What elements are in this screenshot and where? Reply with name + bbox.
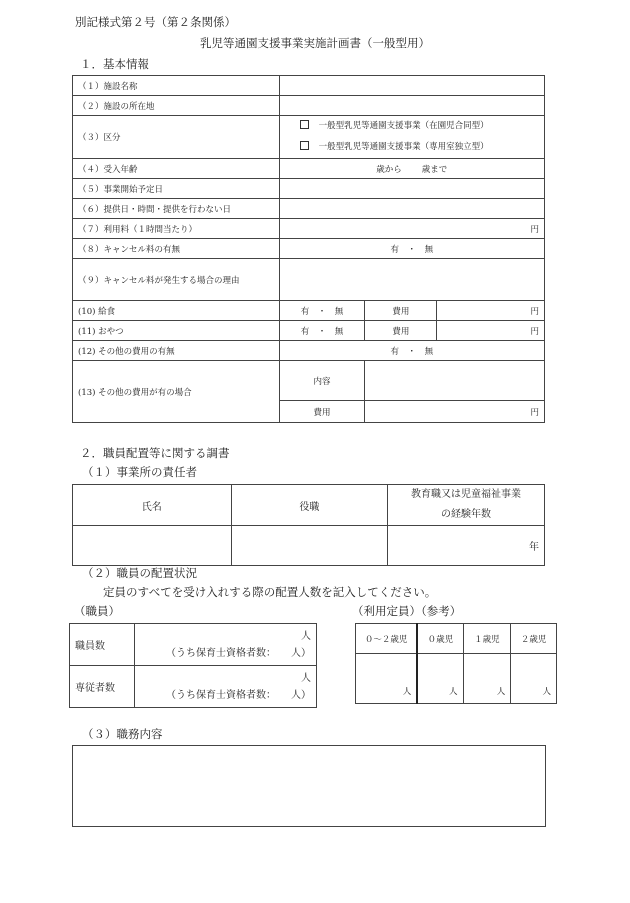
responsible-person-heading: （１）事業所の責任者	[82, 465, 197, 479]
placement-instruction: 定員のすべてを受け入れする際の配置人数を記入してください。	[103, 585, 437, 599]
field-duties[interactable]	[72, 745, 546, 827]
row-cancel-reason	[73, 259, 545, 301]
option-dedicated-room-type[interactable]: 一般型乳児等通園支援事業（専用室独立型）	[300, 137, 539, 158]
row-other-fees	[73, 341, 545, 361]
row-meals	[73, 301, 545, 321]
staff-label: （職員）	[74, 604, 120, 618]
label-service-days: （６）提供日・時間・提供を行わない日	[73, 199, 280, 219]
label-hourly-fee: （７）利用料（１時間当たり）	[73, 219, 280, 239]
label-age: （４）受入年齢	[73, 159, 280, 179]
header-age-0: ０歳児	[417, 624, 463, 654]
header-position: 役職	[231, 485, 388, 526]
label-other-fees: (12) その他の費用の有無	[73, 341, 280, 361]
section1-heading: １．基本情報	[80, 57, 149, 71]
label-meals: (10) 給食	[73, 301, 280, 321]
section2-heading: ２．職員配置等に関する調書	[80, 446, 230, 460]
label-full-time-count: 専従者数	[70, 666, 135, 708]
staff-placement-heading: （２）職員の配置状況	[82, 566, 197, 580]
page-title: 乳児等通園支援事業実施計画書（一般型用）	[200, 36, 430, 50]
label-other-fee-amount: 費用	[279, 401, 365, 423]
header-age-2: ２歳児	[511, 624, 557, 654]
field-other-fee-amount[interactable]: 円	[365, 401, 545, 423]
field-name[interactable]	[73, 526, 232, 566]
field-capacity-1[interactable]: 人	[463, 654, 511, 704]
row-hourly-fee	[73, 219, 545, 239]
label-meals-fee: 費用	[365, 301, 437, 321]
label-other-fee-detail: (13) その他の費用が有の場合	[73, 361, 280, 423]
responsible-person-table	[72, 484, 545, 566]
capacity-table	[355, 623, 557, 704]
row-service-days	[73, 199, 545, 219]
field-cancel-fee[interactable]: 有 ・ 無	[279, 239, 544, 259]
row-category	[73, 116, 545, 159]
label-snacks: (11) おやつ	[73, 321, 280, 341]
field-meals-fee[interactable]: 円	[437, 301, 545, 321]
field-facility-address[interactable]	[279, 96, 544, 116]
row-start-date	[73, 179, 545, 199]
row-facility-address	[73, 96, 545, 116]
field-hourly-fee[interactable]: 円	[279, 219, 544, 239]
header-experience-years: 教育職又は児童福祉事業 の経験年数	[388, 485, 545, 526]
label-cancel-fee: （８）キャンセル料の有無	[73, 239, 280, 259]
label-cancel-reason: （９）キャンセル料が発生する場合の理由	[73, 259, 280, 301]
checkbox-icon[interactable]	[300, 120, 309, 129]
label-staff-count: 職員数	[70, 624, 135, 666]
field-cancel-reason[interactable]	[279, 259, 544, 301]
field-capacity-0[interactable]: 人	[417, 654, 463, 704]
field-capacity-2[interactable]: 人	[511, 654, 557, 704]
label-content: 内容	[279, 361, 365, 401]
label-snacks-fee: 費用	[365, 321, 437, 341]
field-service-days[interactable]	[279, 199, 544, 219]
capacity-label: （利用定員）（参考）	[352, 604, 462, 618]
label-facility-address: （２）施設の所在地	[73, 96, 280, 116]
field-experience-years[interactable]: 年	[388, 526, 545, 566]
row-age	[73, 159, 545, 179]
field-staff-count[interactable]: 人 （うち保育士資格者数： 人）	[134, 624, 316, 666]
option-joint-type[interactable]: 一般型乳児等通園支援事業（在園児合同型）	[300, 116, 539, 137]
label-start-date: （５）事業開始予定日	[73, 179, 280, 199]
header-age-0-2: ０～２歳児	[356, 624, 418, 654]
field-full-time-count[interactable]: 人 （うち保育士資格者数： 人）	[134, 666, 316, 708]
field-capacity-0-2[interactable]: 人	[356, 654, 418, 704]
field-start-date[interactable]	[279, 179, 544, 199]
checkbox-icon[interactable]	[300, 141, 309, 150]
field-age[interactable]: 歳から 歳まで	[279, 159, 544, 179]
duties-heading: （３）職務内容	[82, 727, 163, 741]
label-category: （３）区分	[73, 116, 280, 159]
field-other-fee-content[interactable]	[365, 361, 545, 401]
field-facility-name[interactable]	[279, 76, 544, 96]
row-snacks	[73, 321, 545, 341]
field-position[interactable]	[231, 526, 388, 566]
row-other-fee-content	[73, 361, 545, 401]
field-other-fees[interactable]: 有 ・ 無	[279, 341, 544, 361]
row-facility-name	[73, 76, 545, 96]
label-facility-name: （１）施設名称	[73, 76, 280, 96]
header-age-1: １歳児	[463, 624, 511, 654]
staff-table	[69, 623, 317, 708]
header-name: 氏名	[73, 485, 232, 526]
row-cancel-fee	[73, 239, 545, 259]
field-meals-yes-no[interactable]: 有 ・ 無	[279, 301, 365, 321]
form-number: 別記様式第２号（第２条関係）	[75, 15, 236, 29]
field-snacks-yes-no[interactable]: 有 ・ 無	[279, 321, 365, 341]
basic-info-table	[72, 75, 545, 423]
field-category	[279, 116, 544, 159]
field-snacks-fee[interactable]: 円	[437, 321, 545, 341]
